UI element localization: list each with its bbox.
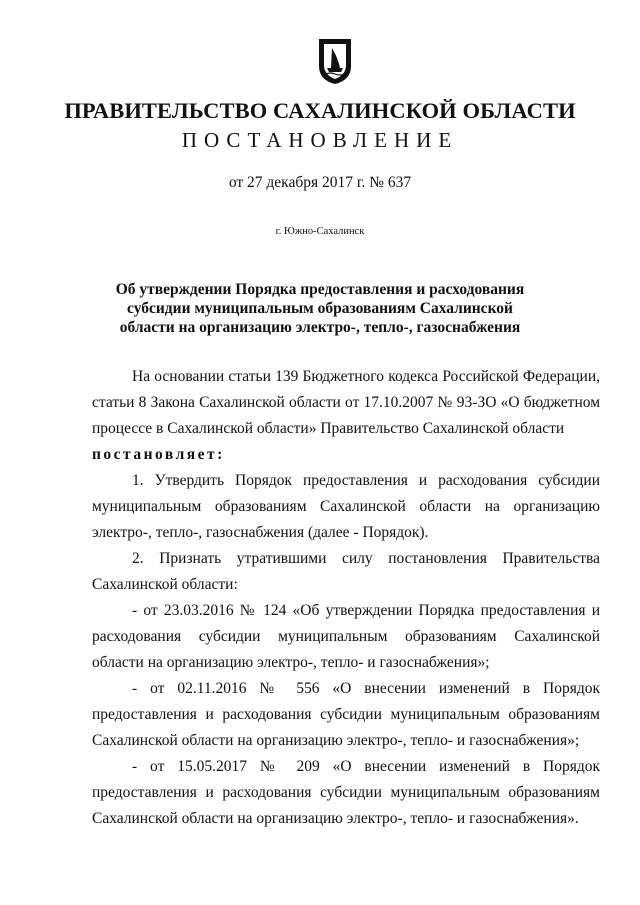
repealed-act-3: - от 15.05.2017 № 209 «О внесении изменений в Порядок предоставления и расходования субсидии муниципальным образованиям Сахалинской области на организацию электро-, тепло- и газоснабжения». [92,758,600,827]
repealed-act-2: - от 02.11.2016 № 556 «О внесении изменений в Порядок предоставления и расходования субсидии муниципальным образованиям Сахалинской области на организацию электро-, тепло- и газоснабжения»; [92,680,600,749]
document-date-number: от 27 декабря 2017 г. № 637 [228,174,412,191]
coat-of-arms-icon [316,36,354,86]
item-2-paragraph: 2. Признать утратившими силу постановления Правительства Сахалинской области: [92,550,600,593]
subject-line-1: Об утверждении Порядка предоставления и расходования [115,281,525,298]
document-city: г. Южно-Сахалинск [275,226,365,237]
repealed-act-1: - от 23.03.2016 № 124 «Об утверждении Порядка предоставления и расходования субсидии муниципальным образованиям Сахалинской области на организацию электро-, тепло- и газоснабжения»; [92,602,600,671]
resolves-word: постановляет: [92,446,225,463]
subject-line-3: области на организацию электро-, тепло-, газоснабжения [119,319,521,336]
preamble-paragraph: На основании статьи 139 Бюджетного кодекса Российской Федерации, статьи 8 Закона Сахалинской области от 17.10.2007 № 93-ЗО «О бюджетном процессе в Сахалинской области» Правительство Сахалинской области [92,368,600,437]
document-body [92,364,600,832]
subject-line-2: субсидии муниципальным образованиям Сахалинской [127,300,513,317]
document-type: ПОСТАНОВЛЕНИЕ [181,128,459,152]
government-title: ПРАВИТЕЛЬСТВО САХАЛИНСКОЙ ОБЛАСТИ [64,98,576,123]
item-1-paragraph: 1. Утвердить Порядок предоставления и расходования субсидии муниципальным образованиям Сахалинской области на организацию электро-, тепло-, газоснабжения (далее - Порядок). [92,472,600,541]
document-subject [110,280,530,337]
